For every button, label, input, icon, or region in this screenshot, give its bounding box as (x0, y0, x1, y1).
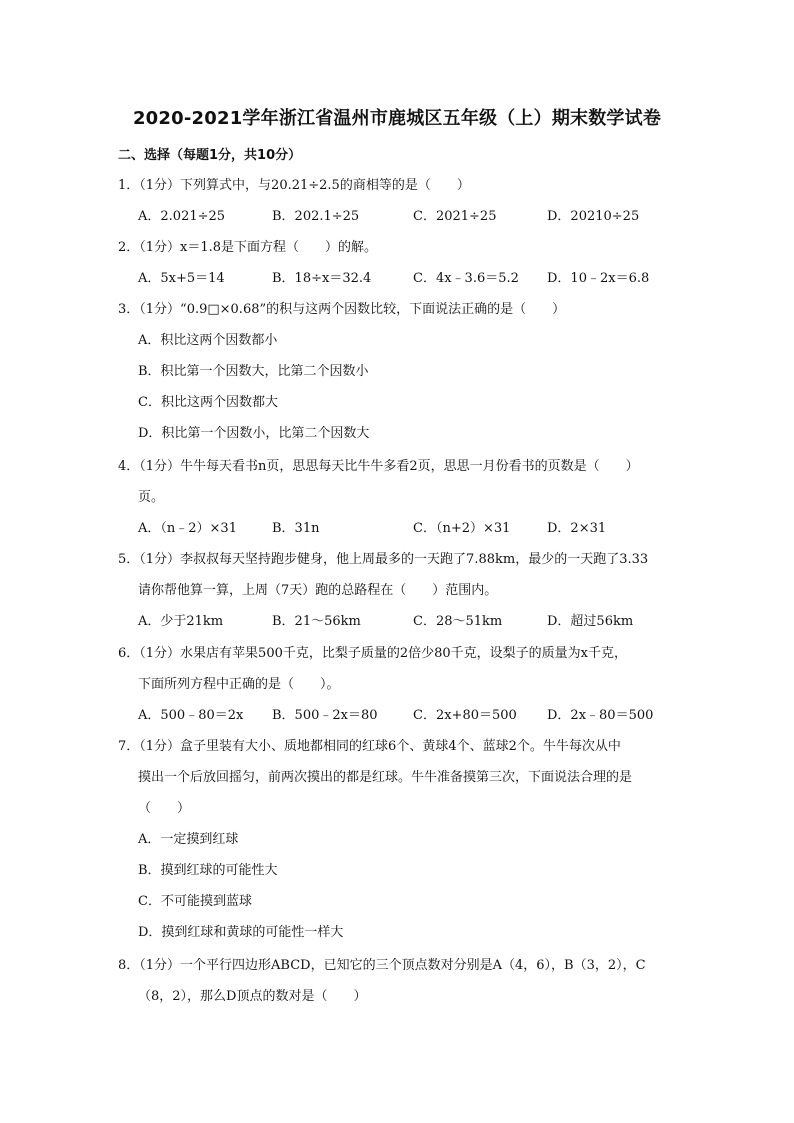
question-5-continuation: 请你帮他算一算，上周（7天）跑的总路程在（ ）范围内。 (138, 583, 498, 598)
question-3-option-d: D．积比第一个因数小，比第二个因数大 (138, 426, 370, 441)
question-4 (118, 451, 678, 544)
question-7-stem: 7．（1分）盒子里装有大小、质地都相同的红球6个、黄球4个、蓝球2个。牛牛每次从中 (118, 739, 621, 754)
question-2-option-a: A．5x+5＝14 (138, 271, 225, 286)
question-1 (118, 170, 678, 232)
question-6-options (118, 700, 678, 731)
question-6 (118, 638, 678, 731)
question-2-stem: 2．（1分）x＝1.8是下面方程（ ）的解。 (118, 240, 378, 255)
question-8 (118, 950, 678, 1012)
question-7 (118, 731, 678, 948)
question-3-stem: 3．（1分）“0.9□×0.68”的积与这两个因数比较，下面说法正确的是（ ） (118, 302, 566, 317)
question-2-option-b: B．18÷x＝32.4 (272, 271, 372, 286)
question-6-option-a: A．500﹣80＝2x (138, 708, 244, 723)
question-4-option-c: C．（n+2）×31 (413, 521, 511, 536)
question-4-continuation: 页。 (138, 490, 165, 505)
question-3-option-b: B．积比第一个因数大，比第二个因数小 (138, 364, 369, 379)
question-2-options (118, 263, 678, 294)
question-5 (118, 544, 678, 637)
question-4-option-d: D．2×31 (547, 521, 607, 536)
question-7-option-c: C．不可能摸到蓝球 (138, 894, 252, 909)
question-1-option-b: B．202.1÷25 (272, 209, 360, 224)
question-6-option-c: C．2x+80＝500 (413, 708, 517, 723)
question-7-option-a: A．一定摸到红球 (138, 832, 239, 847)
question-2-option-d: D．10﹣2x＝6.8 (547, 271, 650, 286)
question-2-option-c: C．4x﹣3.6＝5.2 (413, 271, 519, 286)
question-1-option-c: C．2021÷25 (413, 209, 497, 224)
question-1-options (118, 201, 678, 232)
question-1-option-d: D．20210÷25 (547, 209, 640, 224)
question-3-option-a: A．积比这两个因数都小 (138, 333, 278, 348)
question-5-options (118, 606, 678, 637)
question-8-stem: 8．（1分）一个平行四边形ABCD，已知它的三个顶点数对分别是A（4，6），B（3，2），C (118, 958, 646, 973)
question-5-option-d: D．超过56km (547, 614, 634, 629)
question-3 (118, 294, 678, 449)
question-1-stem: 1．（1分）下列算式中，与20.21÷2.5的商相等的是（ ） (118, 178, 470, 193)
question-5-option-c: C．28～51km (413, 614, 503, 629)
question-7-option-d: D．摸到红球和黄球的可能性一样大 (138, 925, 344, 940)
question-6-continuation: 下面所列方程中正确的是（ ）。 (138, 677, 340, 692)
question-7-continuation-2: （ ） (138, 801, 191, 816)
question-3-option-c: C．积比这两个因数都大 (138, 395, 278, 410)
question-8-continuation: （8，2），那么D顶点的数对是（ ） (138, 989, 367, 1004)
question-7-option-b: B．摸到红球的可能性大 (138, 863, 278, 878)
question-4-option-b: B．31n (272, 521, 320, 536)
question-6-option-d: D．2x﹣80＝500 (547, 708, 654, 723)
question-5-option-a: A．少于21km (138, 614, 224, 629)
question-6-option-b: B．500﹣2x＝80 (272, 708, 378, 723)
question-2 (118, 232, 678, 294)
question-4-option-a: A．（n﹣2）×31 (138, 521, 237, 536)
question-5-stem: 5．（1分）李叔叔每天坚持跑步健身，他上周最多的一天跑了7.88km，最少的一天跑了3.33 (118, 552, 649, 567)
question-4-options (118, 513, 678, 544)
question-1-option-a: A．2.021÷25 (138, 209, 226, 224)
question-6-stem: 6．（1分）水果店有苹果500千克，比梨子质量的2倍少80千克，设梨子的质量为x千克， (118, 646, 628, 661)
question-7-continuation-1: 摸出一个后放回摇匀，前两次摸出的都是红球。牛牛准备摸第三次，下面说法合理的是 (138, 770, 633, 785)
exam-title: 2020-2021学年浙江省温州市鹿城区五年级（上）期末数学试卷 (132, 108, 662, 129)
section-heading: 二、选择（每题1分，共10分） (118, 148, 302, 163)
question-5-option-b: B．21～56km (272, 614, 361, 629)
question-4-stem: 4．（1分）牛牛每天看书n页，思思每天比牛牛多看2页，思思一月份看书的页数是（ ） (118, 459, 639, 474)
